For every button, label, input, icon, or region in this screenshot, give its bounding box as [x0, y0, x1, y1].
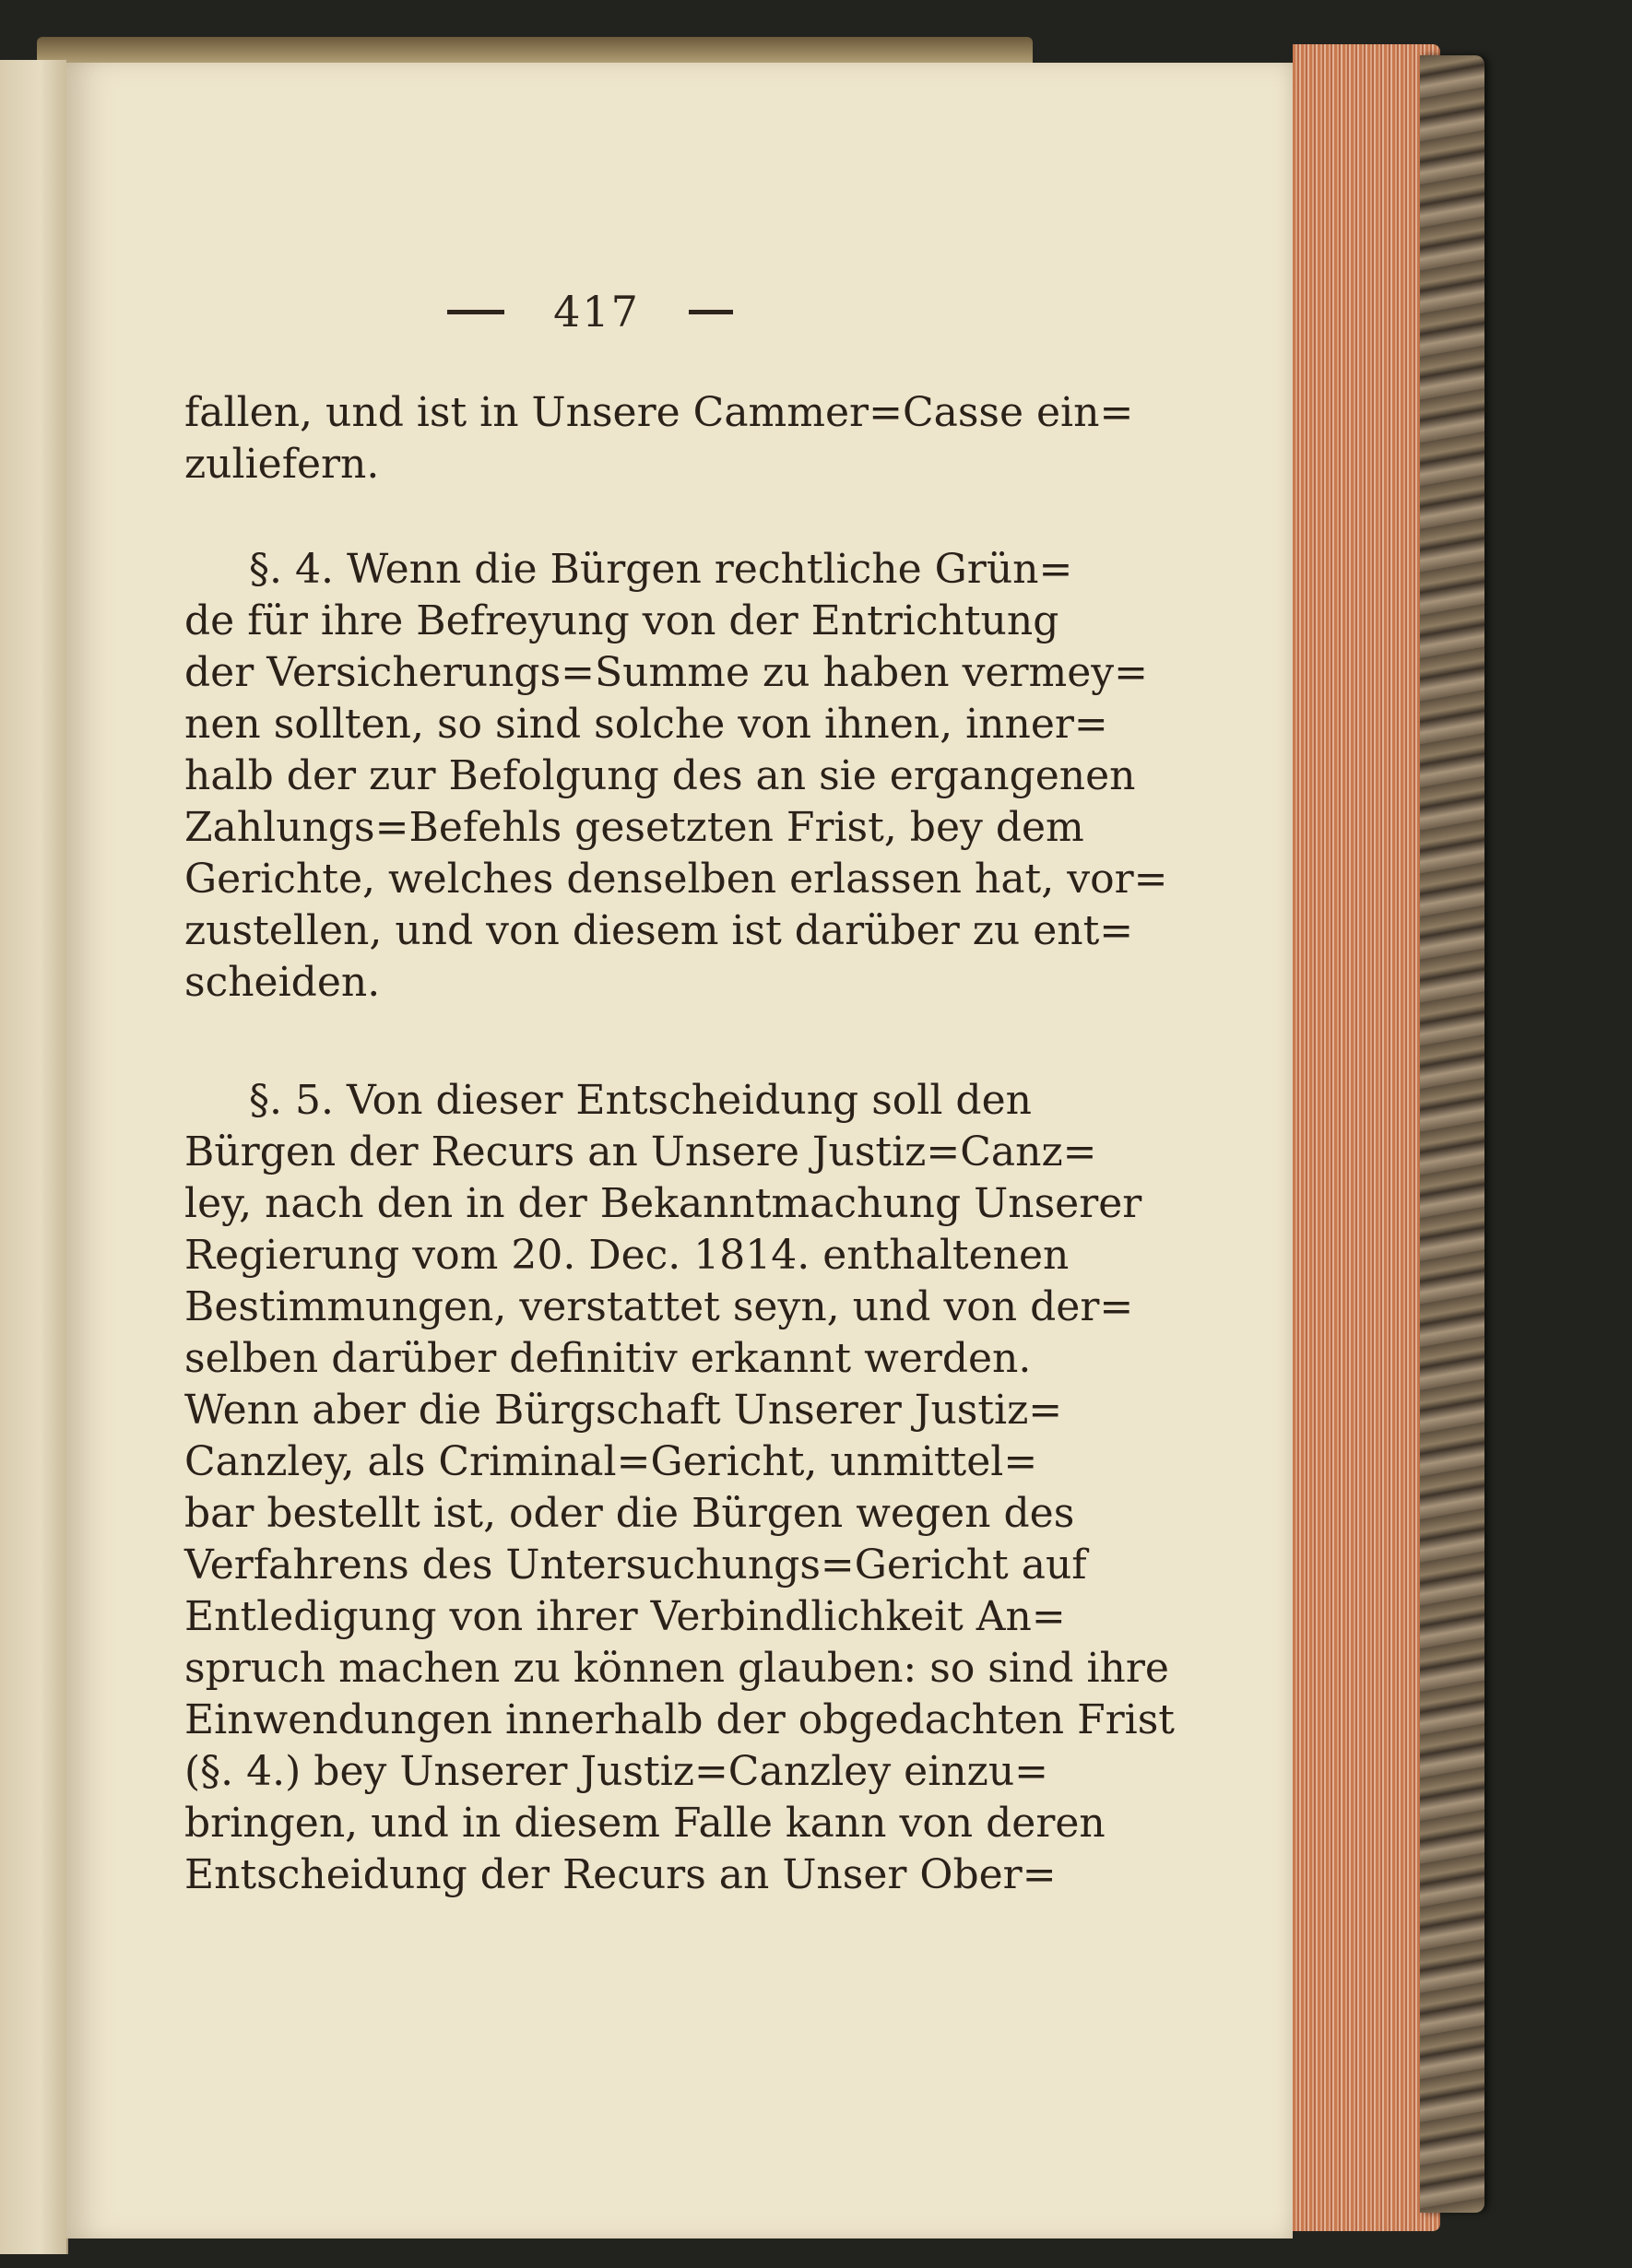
text-line: Bürgen der Recurs an Unsere Justiz=Canz=: [184, 1128, 1097, 1175]
header-dash-right: [689, 310, 733, 314]
text-line: halb der zur Befolgung des an sie ergangenen: [184, 752, 1136, 799]
text-line: scheiden.: [184, 959, 381, 1006]
text-line: fallen, und ist in Unsere Cammer=Casse ein=: [184, 389, 1134, 436]
text-line: Verfahrens des Untersuchungs=Gericht auf: [184, 1542, 1087, 1589]
header-dash-left: [447, 310, 504, 314]
book-cover-edge: [1420, 55, 1484, 2213]
text-line: ley, nach den in der Bekanntmachung Unserer: [184, 1180, 1142, 1227]
text-line: Wenn aber die Bürgschaft Unserer Justiz=: [184, 1387, 1063, 1434]
text-line: Entledigung von ihrer Verbindlichkeit An=: [184, 1593, 1066, 1640]
page-header: [447, 284, 733, 339]
text-line: zustellen, und von diesem ist darüber zu ent=: [184, 907, 1134, 954]
text-line: (§. 4.) bey Unserer Justiz=Canzley einzu=: [184, 1748, 1049, 1795]
text-line: Canzley, als Criminal=Gericht, unmittel=: [184, 1438, 1038, 1485]
text-line: Einwendungen innerhalb der obgedachten Frist: [184, 1696, 1175, 1743]
text-line: Entscheidung der Recurs an Unser Ober=: [184, 1851, 1057, 1898]
text-line: Gerichte, welches denselben erlassen hat, vor=: [184, 856, 1168, 903]
text-line: bringen, und in diesem Falle kann von deren: [184, 1800, 1106, 1847]
text-line: §. 4. Wenn die Bürgen rechtliche Grün=: [249, 546, 1073, 593]
facing-page-edge: [0, 60, 68, 2254]
text-line: de für ihre Befreyung von der Entrichtung: [184, 597, 1059, 644]
text-line: zuliefern.: [184, 441, 380, 488]
page-number: 417: [553, 287, 640, 337]
text-line: bar bestellt ist, oder die Bürgen wegen des: [184, 1490, 1075, 1537]
text-line: Regierung vom 20. Dec. 1814. enthaltenen: [184, 1232, 1070, 1279]
text-line: §. 5. Von dieser Entscheidung soll den: [249, 1077, 1032, 1124]
text-line: spruch machen zu können glauben: so sind ihre: [184, 1645, 1169, 1692]
text-line: nen sollten, so sind solche von ihnen, inner=: [184, 701, 1108, 748]
text-line: selben darüber definitiv erkannt werden.: [184, 1335, 1032, 1382]
page-fore-edge: [1293, 44, 1440, 2231]
text-line: Zahlungs=Befehls gesetzten Frist, bey dem: [184, 804, 1084, 851]
text-line: Bestimmungen, verstattet seyn, und von der=: [184, 1283, 1134, 1330]
text-line: der Versicherungs=Summe zu haben vermey=: [184, 649, 1148, 696]
